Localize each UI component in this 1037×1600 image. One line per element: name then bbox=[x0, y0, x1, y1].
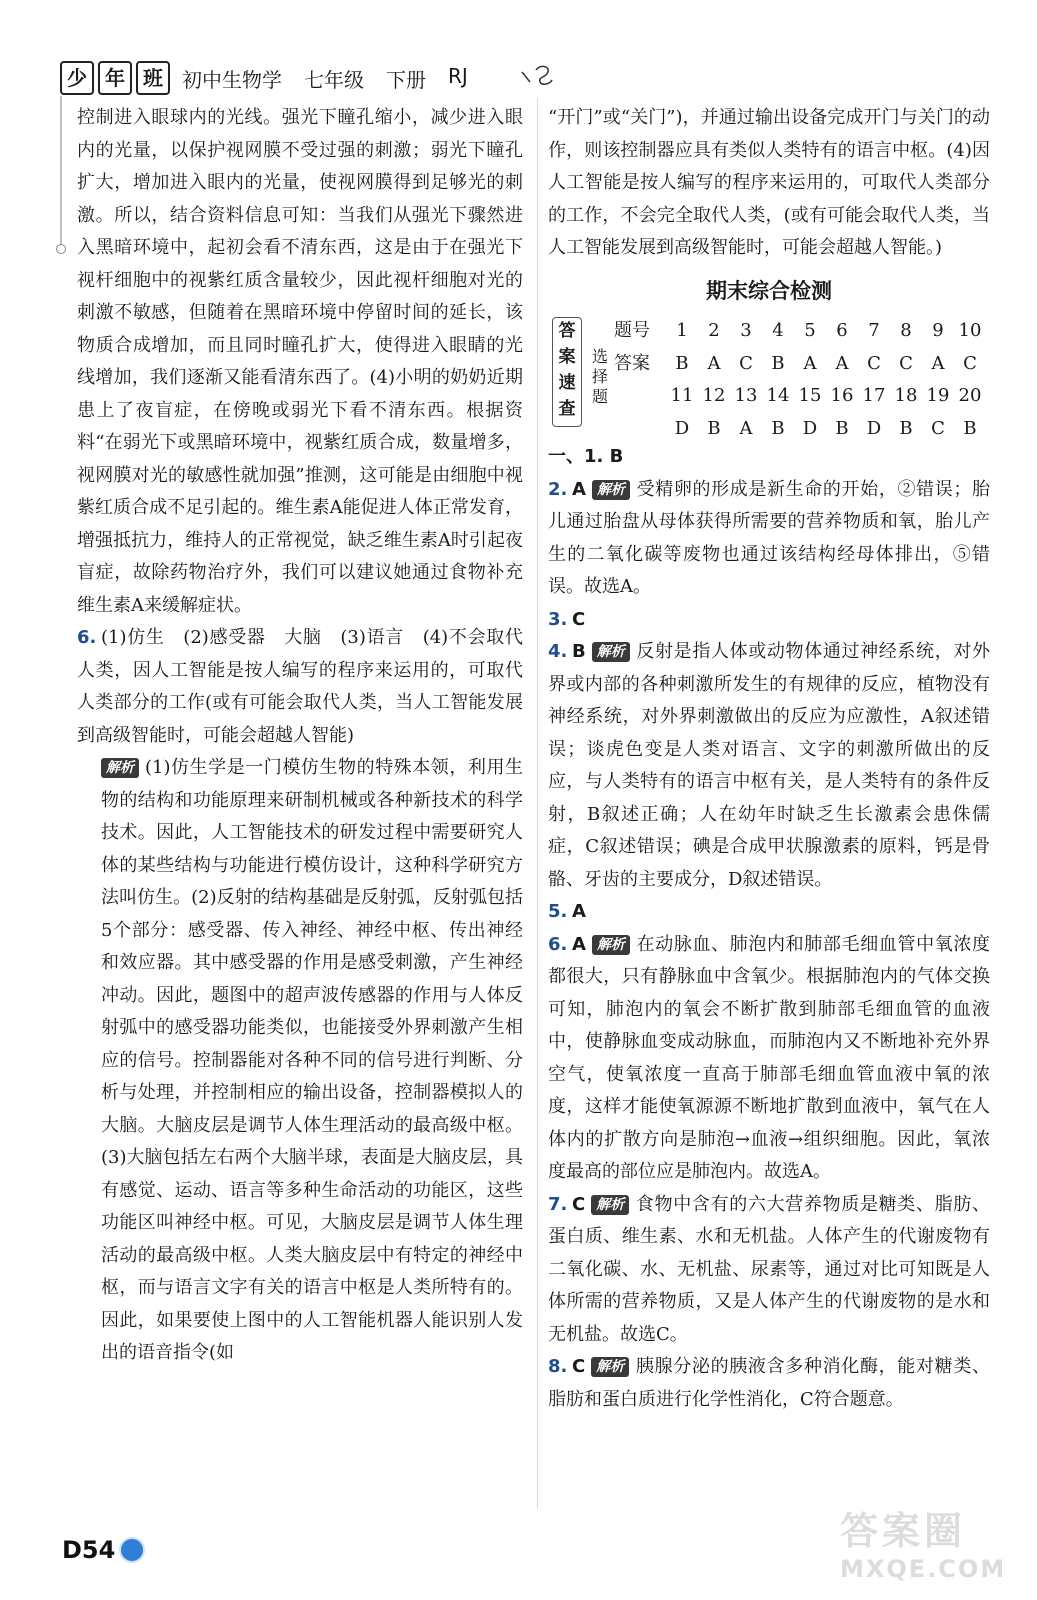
analysis-tag: 解析 bbox=[101, 758, 139, 778]
watermark-line1: 答案圈 bbox=[840, 1509, 967, 1553]
table-cell: 2 bbox=[708, 320, 720, 341]
question-number: 6. bbox=[77, 627, 97, 648]
choice-label bbox=[590, 347, 610, 407]
answer-letter: A bbox=[572, 901, 586, 922]
table-row bbox=[614, 380, 986, 413]
subject-label: 初中生物学 bbox=[182, 67, 282, 92]
question-number: 3. bbox=[548, 608, 568, 630]
sub-char: 选 bbox=[591, 347, 608, 366]
brand-char: 年 bbox=[98, 61, 132, 95]
page-footer bbox=[62, 1536, 145, 1564]
table-cell: 6 bbox=[836, 320, 848, 341]
q6-explanation-text: (1)仿生学是一门模仿生物的特殊本领，利用生物的结构和功能原理来研制机械或各种新技术的科学技术。因此，人工智能技术的研发过程中需要研究人体的某些结构与功能进行模仿设计，这种科学研究方法叫仿生。(2)反射的结构基础是反射弧，反射弧包括5个部分：感受器、传入神经、神经中枢、传出神经和效应器。其中感受器的作用是感受刺激，产生神经冲动。因此，题图中的超声波传感器的作用与人体反射弧中的感受器功能类似，也能接受外界刺激产生相应的信号。控制器能对各种不同的信号进行判断、分析与处理，并控制相应的输出设备，控制器模拟人的大脑。大脑皮层是调节人体生理活动的最高级中枢。(3)大脑包括左右两个大脑半球，表面是大脑皮层，具有感觉、运动、语言等多种生命活动的功能区，这些功能区叫神经中枢。可见，大脑皮层是调节人体生理活动的最高级中枢。人类大脑皮层中有特定的神经中枢，而与语言文字有关的语言中枢是人类所特有的。因此，如果要使上图中的人工智能机器人能识别人发出的语音指令(如 bbox=[101, 757, 523, 1363]
table-cell: 5 bbox=[804, 320, 816, 341]
table-cell: A bbox=[803, 352, 817, 374]
answer-quick-check bbox=[548, 313, 990, 437]
watermark-logo bbox=[840, 1500, 1020, 1590]
analysis-tag: 解析 bbox=[592, 480, 630, 500]
table-cell: A bbox=[707, 352, 721, 374]
table-cell: C bbox=[739, 352, 753, 374]
grade-label: 七年级 bbox=[304, 67, 364, 92]
question-number: 8. bbox=[548, 1356, 568, 1377]
answer-letter: C bbox=[572, 1193, 586, 1215]
page-header bbox=[60, 58, 468, 98]
brand-char: 少 bbox=[60, 61, 94, 95]
table-cell: 1 bbox=[676, 320, 688, 341]
table-cell: D bbox=[802, 417, 818, 439]
table-cell: D bbox=[674, 417, 690, 439]
q6-answer-text: (1)仿生 (2)感受器 大脑 (3)语言 (4)不会取代人类，因人工智能是按人编写的程序来运用的，可取代人类部分的工作(或有可能会取代人类，当人工智能发展到高级智能时，可能会超越人智能) bbox=[77, 627, 523, 746]
volume-label: 下册 bbox=[386, 67, 426, 92]
q4-answer bbox=[548, 636, 990, 896]
header-swirl-icon bbox=[520, 62, 554, 88]
table-row bbox=[614, 413, 986, 446]
edition-label: RJ bbox=[448, 63, 468, 88]
left-column bbox=[77, 102, 523, 1370]
table-cell: 13 bbox=[734, 385, 758, 406]
row-label: 题号 bbox=[614, 320, 650, 341]
row-label bbox=[614, 380, 666, 413]
analysis-tag: 解析 bbox=[591, 1195, 629, 1215]
question-number: 5. bbox=[548, 901, 568, 922]
table-cell: 3 bbox=[740, 320, 752, 341]
page-number: D54 bbox=[62, 1536, 116, 1564]
table-cell: B bbox=[963, 417, 977, 439]
table-cell: 16 bbox=[830, 385, 854, 406]
table-row bbox=[614, 315, 986, 348]
right-column bbox=[548, 102, 990, 1416]
q7-answer bbox=[548, 1189, 990, 1352]
q1-answer bbox=[548, 441, 990, 474]
answer-letter: C bbox=[572, 1356, 586, 1377]
q2-answer bbox=[548, 474, 990, 604]
q1-answer-text: 一、1. B bbox=[548, 446, 624, 467]
table-cell: 8 bbox=[900, 320, 912, 341]
question-number: 6. bbox=[548, 933, 568, 955]
sub-char: 择 bbox=[591, 367, 608, 386]
table-cell: 20 bbox=[958, 385, 982, 406]
answer-letter: A bbox=[572, 478, 586, 500]
margin-dot-icon bbox=[56, 244, 66, 254]
left-continuation-text: 控制进入眼球内的光线。强光下瞳孔缩小，减少进入眼内的光量，以保护视网膜不受过强的刺激；弱光下瞳孔扩大，增加进入眼内的光量，使视网膜得到足够光的刺激。所以，结合资料信息可知：当我们从强光下骤然进入黑暗环境中，起初会看不清东西，这是由于在强光下视杆细胞中的视紫红质含量较少，因此视杆细胞对光的刺激不敏感，但随着在黑暗环境中停留时间的延长，该物质合成增加，而且同时瞳孔扩大，使得进入眼睛的光线增加，我们逐渐又能看清东西了。(4)小明的奶奶近期患上了夜盲症，在傍晚或弱光下看不清东西。根据资料“在弱光下或黑暗环境中，视紫红质合成，数量增多，视网膜对光的敏感性就加强”推测，这可能是由细胞中视紫红质合成不足引起的。维生素A能促进人体正常发育，增强抵抗力，维持人的正常视觉，缺乏维生素A时引起夜盲症，故除药物治疗外，我们可以建议她通过食物补充维生素A来缓解症状。 bbox=[77, 107, 523, 616]
watermark-line2: MXQE.COM bbox=[840, 1555, 1007, 1583]
table-cell: B bbox=[771, 417, 785, 439]
table-cell: B bbox=[835, 417, 849, 439]
q8-explanation: 胰腺分泌的胰液含多种消化酶，能对糖类、脂肪和蛋白质进行化学性消化，C符合题意。 bbox=[548, 1356, 990, 1410]
analysis-tag: 解析 bbox=[591, 1357, 629, 1377]
page-circle-icon bbox=[119, 1537, 145, 1563]
answer-table bbox=[614, 315, 986, 445]
table-cell: A bbox=[835, 352, 849, 374]
analysis-tag: 解析 bbox=[592, 935, 630, 955]
table-cell: C bbox=[931, 417, 945, 439]
side-char: 速 bbox=[558, 373, 576, 393]
answer-side-label bbox=[552, 317, 582, 427]
table-cell: C bbox=[867, 352, 881, 374]
question-number: 2. bbox=[548, 478, 568, 500]
table-cell: 18 bbox=[894, 385, 918, 406]
header-info bbox=[182, 64, 468, 93]
analysis-tag: 解析 bbox=[592, 642, 630, 662]
table-row bbox=[614, 348, 986, 381]
answer-letter: B bbox=[572, 641, 586, 662]
table-cell: B bbox=[675, 352, 689, 374]
side-char: 查 bbox=[558, 399, 576, 419]
table-cell: 10 bbox=[958, 320, 982, 341]
table-cell: A bbox=[739, 417, 753, 439]
q6-answer bbox=[77, 622, 523, 752]
q6-explanation bbox=[77, 752, 523, 1370]
table-cell: B bbox=[899, 417, 913, 439]
right-continuation-text: “开门”或“关门”)，并通过输出设备完成开门与关门的动作，则该控制器应具有类似人类特有的语言中枢。(4)因人工智能是按人编写的程序来运用的，可取代人类部分的工作，不会完全取代人类，(或有可能会取代人类，当人工智能发展到高级智能时，可能会超越人智能。) bbox=[548, 107, 990, 258]
table-cell: 9 bbox=[932, 320, 944, 341]
table-cell: 19 bbox=[926, 385, 950, 406]
table-cell: C bbox=[899, 352, 913, 374]
table-cell: 7 bbox=[868, 320, 880, 341]
brand-logo bbox=[60, 61, 170, 95]
sub-char: 题 bbox=[591, 387, 608, 406]
table-cell: 14 bbox=[766, 385, 790, 406]
side-char: 案 bbox=[558, 347, 576, 367]
q3-answer bbox=[548, 604, 990, 637]
table-cell: A bbox=[931, 352, 945, 374]
table-cell: B bbox=[771, 352, 785, 374]
row-label bbox=[614, 413, 666, 446]
side-char: 答 bbox=[558, 321, 576, 341]
q6-right-answer bbox=[548, 929, 990, 1189]
q8-answer bbox=[548, 1351, 990, 1416]
table-cell: 11 bbox=[670, 385, 694, 406]
question-number: 4. bbox=[548, 641, 568, 662]
brand-char: 班 bbox=[136, 61, 170, 95]
table-cell: 4 bbox=[772, 320, 784, 341]
q5-answer bbox=[548, 896, 990, 929]
answer-letter: C bbox=[572, 608, 586, 630]
table-cell: C bbox=[963, 352, 977, 374]
table-cell: 15 bbox=[798, 385, 822, 406]
question-number: 7. bbox=[548, 1193, 568, 1215]
table-cell: B bbox=[707, 417, 721, 439]
table-cell: 12 bbox=[702, 385, 726, 406]
q2-explanation: 受精卵的形成是新生命的开始，②错误；胎儿通过胎盘从母体获得所需要的营养物质和氧，胎儿产生的二氧化碳等废物也通过该结构经母体排出，⑤错误。故选A。 bbox=[548, 478, 990, 597]
table-cell: D bbox=[866, 417, 882, 439]
q7-explanation: 食物中含有的六大营养物质是糖类、脂肪、蛋白质、维生素、水和无机盐。人体产生的代谢废物有二氧化碳、水、无机盐、尿素等，通过对比可知既是人体所需的营养物质，又是人体产生的代谢废物的是水和无机盐。故选C。 bbox=[548, 1193, 990, 1345]
q4-explanation: 反射是指人体或动物体通过神经系统，对外界或内部的各种刺激所发生的有规律的反应，植物没有神经系统，对外界刺激做出的反应为应激性，A叙述错误；谈虎色变是人类对语言、文字的刺激所做出的反应，与人类特有的语言中枢有关，是人类特有的条件反射，B叙述正确；人在幼年时缺乏生长激素会患侏儒症，C叙述错误；碘是合成甲状腺激素的原料，钙是骨骼、牙齿的主要成分，D叙述错误。 bbox=[548, 641, 990, 890]
margin-rule bbox=[60, 96, 62, 246]
row-label: 答案 bbox=[614, 352, 650, 374]
column-divider bbox=[537, 98, 538, 1508]
table-cell: 17 bbox=[862, 385, 886, 406]
section-title: 期末综合检测 bbox=[706, 278, 832, 303]
answer-letter: A bbox=[572, 933, 586, 955]
q6-right-explanation: 在动脉血、肺泡内和肺部毛细血管中氧浓度都很大，只有静脉血中含氧少。根据肺泡内的气体交换可知，肺泡内的氧会不断扩散到肺部毛细血管的血液中，使静脉血变成动脉血，而肺泡内又不断地补充外界空气，使氧浓度一直高于肺部毛细血管血液中氧的浓度，这样才能使氧源源不断地扩散到血液中，氧气在人体内的扩散方向是肺泡→血液→组织细胞。因此，氧浓度最高的部位应是肺泡内。故选A。 bbox=[548, 933, 990, 1182]
